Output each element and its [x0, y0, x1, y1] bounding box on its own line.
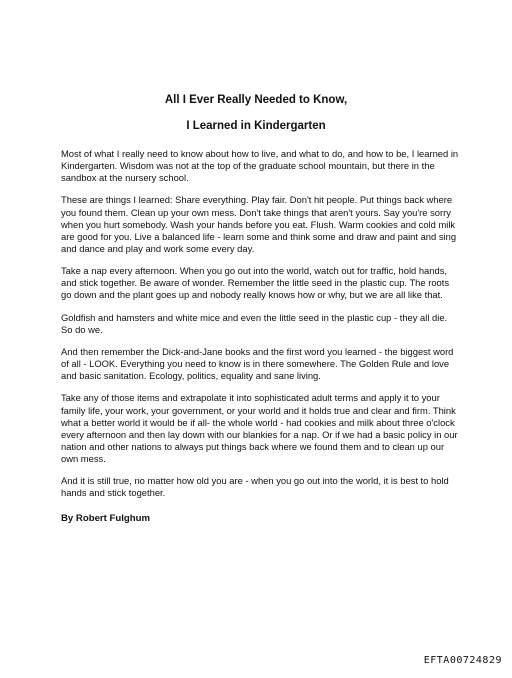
title-line-2: I Learned in Kindergarten: [186, 120, 326, 132]
document-id: EFTA00724829: [423, 655, 502, 666]
paragraph: These are things I learned: Share everything. Play fair. Don't hit people. Put things back where you found them. Clean up your own mess. Don't take things that aren't yours. Say you're sorry when you hurt somebody. Wash your hands before you eat. Flush. Warm cookies and cold milk are good for you. Live a balanced life - learn some and think some and draw and paint and sing and dance and play and work some every day.: [61, 194, 457, 254]
body-text: [61, 148, 461, 510]
paragraph: Take any of those items and extrapolate it into sophisticated adult terms and apply it to your family life, your work, your government, or your world and it holds true and clear and firm. Think what a better world it would be if all- the whole world - had cookies and milk about three o'clock every afternoon and then lay down with our blankies for a nap. Or if we had a basic policy in our nation and other nations to always put things back where we found them and to clean up our own mess.: [61, 392, 458, 464]
title-line-1: All I Ever Really Needed to Know,: [164, 94, 348, 106]
paragraph: And then remember the Dick-and-Jane books and the first word you learned - the biggest word of all - LOOK. Everything you need to know is in there somewhere. The Golden Rule and love and basic sanitation. Ecology, politics, equality and sane living.: [61, 345, 454, 382]
paragraph: Take a nap every afternoon. When you go out into the world, watch out for traffic, hold hands, and stick together. Be aware of wonder. Remember the little seed in the plastic cup. The roots go down and the plant goes up and nobody really knows how or why, but we are all like that.: [61, 265, 450, 301]
author-byline: By Robert Fulghum: [61, 513, 151, 524]
paragraph: Most of what I really need to know about how to live, and what to do, and how to be, I learned in Kindergarten. Wisdom was not at the top of the graduate school mountain, but there in the sandbox at the nursery school.: [61, 148, 459, 184]
paragraph: And it is still true, no matter how old you are - when you go out into the world, it is best to hold hands and stick together.: [61, 475, 449, 499]
paragraph: Goldfish and hamsters and white mice and even the little seed in the plastic cup - they all die. So do we.: [61, 311, 448, 335]
